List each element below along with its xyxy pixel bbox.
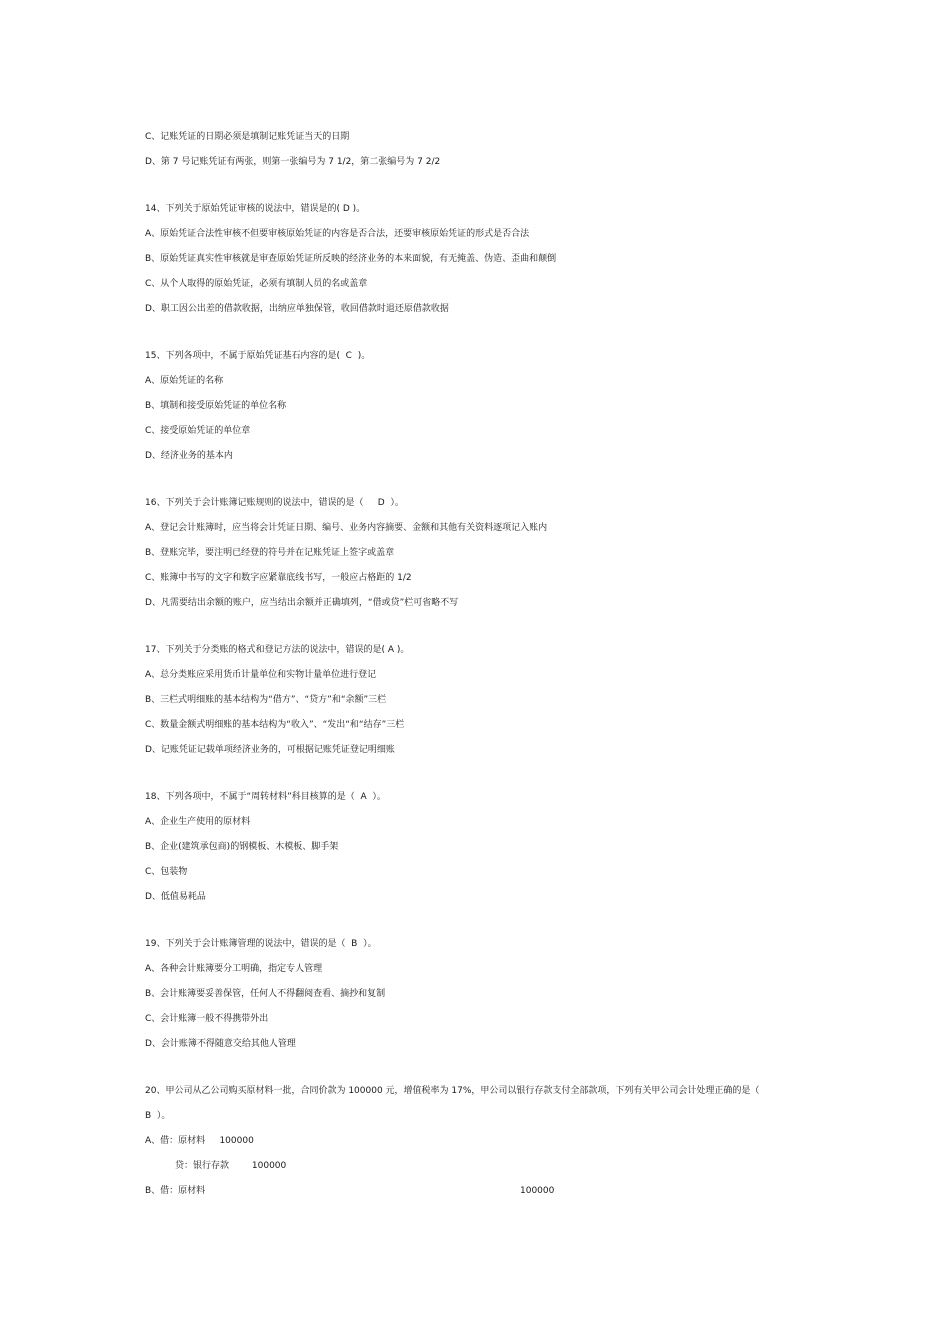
- option-20a-debit: A、借：原材料 100000: [145, 1136, 254, 1146]
- option-15c: C、接受原始凭证的单位章: [145, 426, 251, 436]
- option-16c: C、账簿中书写的文字和数字应紧靠底线书写，一般应占格距的 1/2: [145, 573, 412, 583]
- option-17b: B、三栏式明细账的基本结构为“借方”、“贷方”和“余额”三栏: [145, 695, 387, 705]
- option-14d: D、职工因公出差的借款收据，出纳应单独保管，收回借款时退还原借款收据: [145, 304, 449, 314]
- option-19c: C、会计账簿一般不得携带外出: [145, 1014, 269, 1024]
- option-18c: C、包装物: [145, 867, 188, 877]
- option-14b: B、原始凭证真实性审核就是审查原始凭证所反映的经济业务的本来面貌，有无掩盖、伪造、歪曲和颠倒: [145, 254, 557, 264]
- question-18: 18、下列各项中，不属于“周转材料”科目核算的是（ A ）。: [145, 792, 386, 802]
- option-14a: A、原始凭证合法性审核不但要审核原始凭证的内容是否合法，还要审核原始凭证的形式是否合法: [145, 229, 530, 239]
- option-20b-debit-amount: 100000: [520, 1186, 555, 1196]
- question-16: 16、下列关于会计账簿记账规则的说法中，错误的是（ D ）。: [145, 498, 404, 508]
- question-20: 20、甲公司从乙公司购买原材料一批，合同价款为 100000 元，增值税率为 17%，甲公司以银行存款支付全部款项，下列有关甲公司会计处理正确的是（: [145, 1086, 760, 1096]
- option-15a: A、原始凭证的名称: [145, 376, 224, 386]
- question-15: 15、下列各项中，不属于原始凭证基石内容的是( C )。: [145, 351, 371, 361]
- option-17c: C、数量金额式明细账的基本结构为“收入”、“发出“和“结存”三栏: [145, 720, 405, 730]
- option-18a: A、企业生产使用的原材料: [145, 817, 251, 827]
- option-16b: B、登账完毕，要注明已经登的符号并在记账凭证上签字或盖章: [145, 548, 395, 558]
- option-19d: D、会计账簿不得随意交给其他人管理: [145, 1039, 296, 1049]
- option-13c: C、记账凭证的日期必须是填制记账凭证当天的日期: [145, 132, 350, 142]
- option-13d: D、第 7 号记账凭证有两张，则第一张编号为 7 1/2，第二张编号为 7 2/2: [145, 157, 441, 167]
- option-20a-credit: 贷：银行存款 100000: [175, 1161, 287, 1171]
- option-15d: D、经济业务的基本内: [145, 451, 233, 461]
- question-14: 14、下列关于原始凭证审核的说法中，错误是的( D )。: [145, 204, 366, 214]
- option-16a: A、登记会计账簿时，应当将会计凭证日期、编号、业务内容摘要、金额和其他有关资料逐项记入账内: [145, 523, 548, 533]
- option-14c: C、从个人取得的原始凭证，必须有填制人员的名或盖章: [145, 279, 368, 289]
- option-18b: B、企业(建筑承包商)的钢模板、木模板、脚手架: [145, 842, 339, 852]
- option-18d: D、低值易耗品: [145, 892, 206, 902]
- option-17a: A、总分类账应采用货币计量单位和实物计量单位进行登记: [145, 670, 377, 680]
- question-17: 17、下列关于分类账的格式和登记方法的说法中，错误的是( A )。: [145, 645, 410, 655]
- option-20b-debit: B、借：原材料: [145, 1186, 206, 1196]
- option-19b: B、会计账簿要妥善保管，任何人不得翻阅查看、摘抄和复制: [145, 989, 386, 999]
- option-16d: D、凡需要结出余额的账户，应当结出余额并正确填列，“借或贷”栏可省略不写: [145, 598, 459, 608]
- question-20-answer: B ）。: [145, 1111, 171, 1121]
- option-17d: D、记账凭证记载单项经济业务的，可根据记账凭证登记明细账: [145, 745, 395, 755]
- option-19a: A、各种会计账簿要分工明确，指定专人管理: [145, 964, 323, 974]
- question-19: 19、下列关于会计账簿管理的说法中，错误的是（ B ）。: [145, 939, 377, 949]
- option-15b: B、填制和接受原始凭证的单位名称: [145, 401, 287, 411]
